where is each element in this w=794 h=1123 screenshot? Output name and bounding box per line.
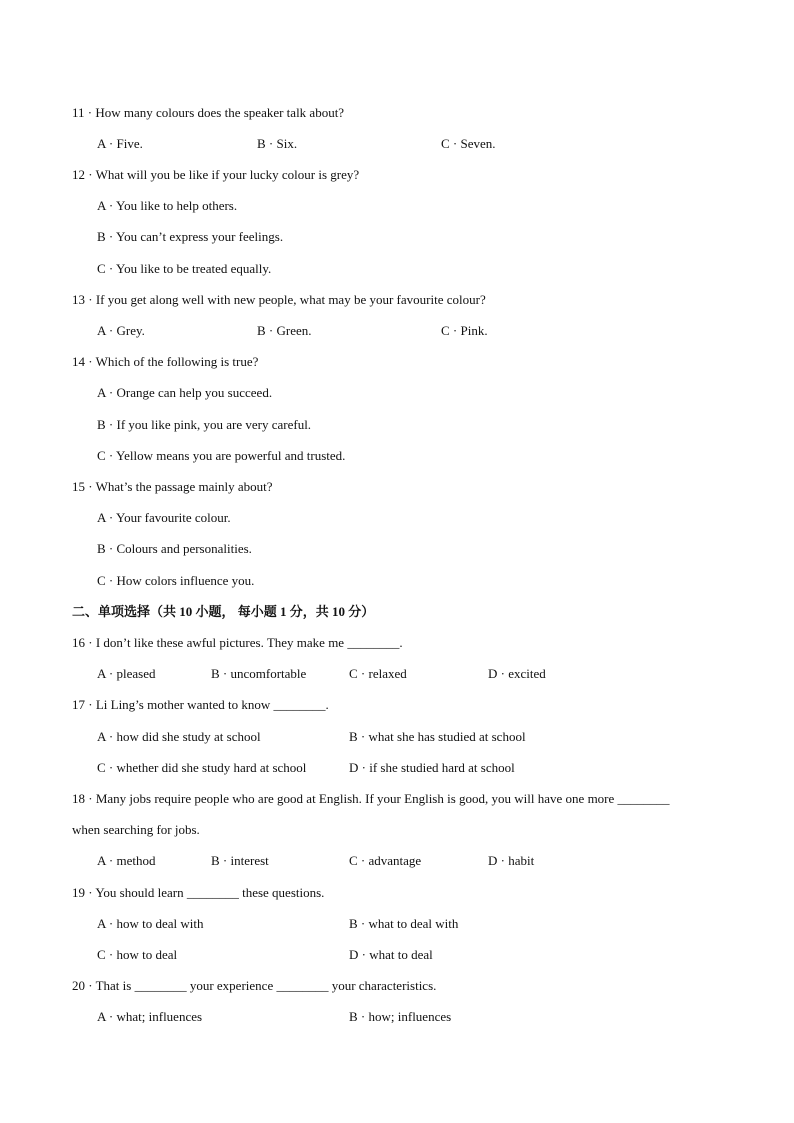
question-20-option-b: B · how; influences (349, 1009, 452, 1024)
question-18-option-a: A · method (97, 853, 156, 868)
question-17-option-b: B · what she has studied at school (349, 729, 526, 744)
question-16-option-c: C · relaxed (349, 666, 407, 681)
question-13-option-b: B · Green. (257, 323, 312, 338)
question-18-option-d: D · habit (488, 853, 535, 868)
question-11-stem: 11 · How many colours does the speaker talk about? (72, 105, 345, 120)
question-20-stem: 20 · That is ________ your experience ________ your characteristics. (72, 978, 437, 993)
question-12-option-a: A · You like to help others. (97, 198, 238, 213)
question-13-option-c: C · Pink. (441, 323, 488, 338)
question-11-option-a: A · Five. (97, 136, 143, 151)
question-17-option-d: D · if she studied hard at school (349, 760, 515, 775)
question-19-option-b: B · what to deal with (349, 916, 459, 931)
question-18-stem: 18 · Many jobs require people who are good at English. If your English is good, you will have one more ________ (72, 791, 670, 806)
question-15-option-b: B · Colours and personalities. (97, 541, 252, 556)
question-16-option-a: A · pleased (97, 666, 156, 681)
question-14-stem: 14 · Which of the following is true? (72, 354, 259, 369)
question-19-option-a: A · how to deal with (97, 916, 204, 931)
question-19-stem: 19 · You should learn ________ these questions. (72, 885, 325, 900)
question-15-option-a: A · Your favourite colour. (97, 510, 231, 525)
question-15-option-c: C · How colors influence you. (97, 573, 255, 588)
question-16-option-b: B · uncomfortable (211, 666, 307, 681)
question-15-stem: 15 · What’s the passage mainly about? (72, 479, 273, 494)
question-12-stem: 12 · What will you be like if your lucky colour is grey? (72, 167, 360, 182)
question-16-stem: 16 · I don’t like these awful pictures. They make me ________. (72, 635, 403, 650)
question-18-stem-continued: when searching for jobs. (72, 822, 200, 837)
question-18-option-b: B · interest (211, 853, 269, 868)
question-12-option-c: C · You like to be treated equally. (97, 261, 272, 276)
question-17-option-a: A · how did she study at school (97, 729, 261, 744)
question-20-option-a: A · what; influences (97, 1009, 203, 1024)
question-14-option-b: B · If you like pink, you are very careful. (97, 417, 312, 432)
question-13-stem: 13 · If you get along well with new people, what may be your favourite colour? (72, 292, 486, 307)
question-18-option-c: C · advantage (349, 853, 422, 868)
question-16-option-d: D · excited (488, 666, 546, 681)
question-11-option-c: C · Seven. (441, 136, 496, 151)
question-19-option-d: D · what to deal (349, 947, 433, 962)
question-14-option-a: A · Orange can help you succeed. (97, 385, 273, 400)
section-2-heading: 二、单项选择（共 10 小题， 每小题 1 分，共 10 分） (72, 604, 375, 619)
question-14-option-c: C · Yellow means you are powerful and trusted. (97, 448, 346, 463)
question-13-option-a: A · Grey. (97, 323, 145, 338)
question-17-stem: 17 · Li Ling’s mother wanted to know ________. (72, 697, 329, 712)
question-19-option-c: C · how to deal (97, 947, 178, 962)
question-17-option-c: C · whether did she study hard at school (97, 760, 307, 775)
question-12-option-b: B · You can’t express your feelings. (97, 229, 284, 244)
question-11-option-b: B · Six. (257, 136, 298, 151)
